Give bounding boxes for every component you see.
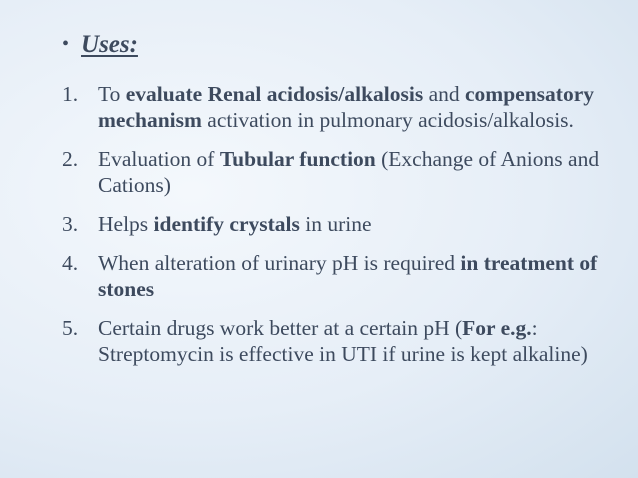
list-item-number: 3.	[62, 212, 79, 236]
text-segment-bold: in treatment of stones	[98, 251, 598, 301]
slide-heading	[62, 30, 138, 61]
list-item-text	[98, 81, 622, 133]
text-segment-bold: Tubular function	[219, 147, 376, 171]
bullet-icon: •	[62, 33, 70, 55]
text-segment: To	[98, 82, 126, 106]
heading-title: Uses:	[81, 31, 138, 58]
list-item	[62, 146, 622, 198]
list-item-number: 4.	[62, 251, 79, 275]
list-item	[62, 81, 622, 133]
uses-list	[62, 81, 622, 380]
text-segment: : Streptomycin is effective in UTI if urine is kept alkaline)	[98, 316, 588, 366]
list-item	[62, 315, 622, 367]
text-segment-bold: identify crystals	[153, 212, 300, 236]
list-item-text	[98, 250, 622, 302]
text-segment: Evaluation of	[98, 147, 220, 171]
text-segment: and	[423, 82, 466, 106]
text-segment: in urine	[299, 212, 372, 236]
text-segment: Helps	[98, 212, 154, 236]
list-item-number: 1.	[62, 82, 79, 106]
list-item-text	[98, 146, 622, 198]
text-segment-bold: compensatory mechanism	[98, 82, 594, 132]
text-segment: When alteration of urinary pH is required	[98, 251, 461, 275]
text-segment: (Exchange of Anions and Cations)	[98, 147, 600, 197]
list-item	[62, 250, 622, 302]
list-item	[62, 211, 622, 237]
list-item-number: 5.	[62, 316, 79, 340]
text-segment: Certain drugs work better at a certain pH (	[98, 316, 463, 340]
list-item-text	[98, 211, 622, 237]
text-segment: activation in pulmonary acidosis/alkalosis.	[201, 108, 574, 132]
text-segment-bold: For e.g.	[462, 316, 532, 340]
list-item-text	[98, 315, 622, 367]
list-item-number: 2.	[62, 147, 79, 171]
text-segment-bold: evaluate Renal acidosis/alkalosis	[125, 82, 424, 106]
